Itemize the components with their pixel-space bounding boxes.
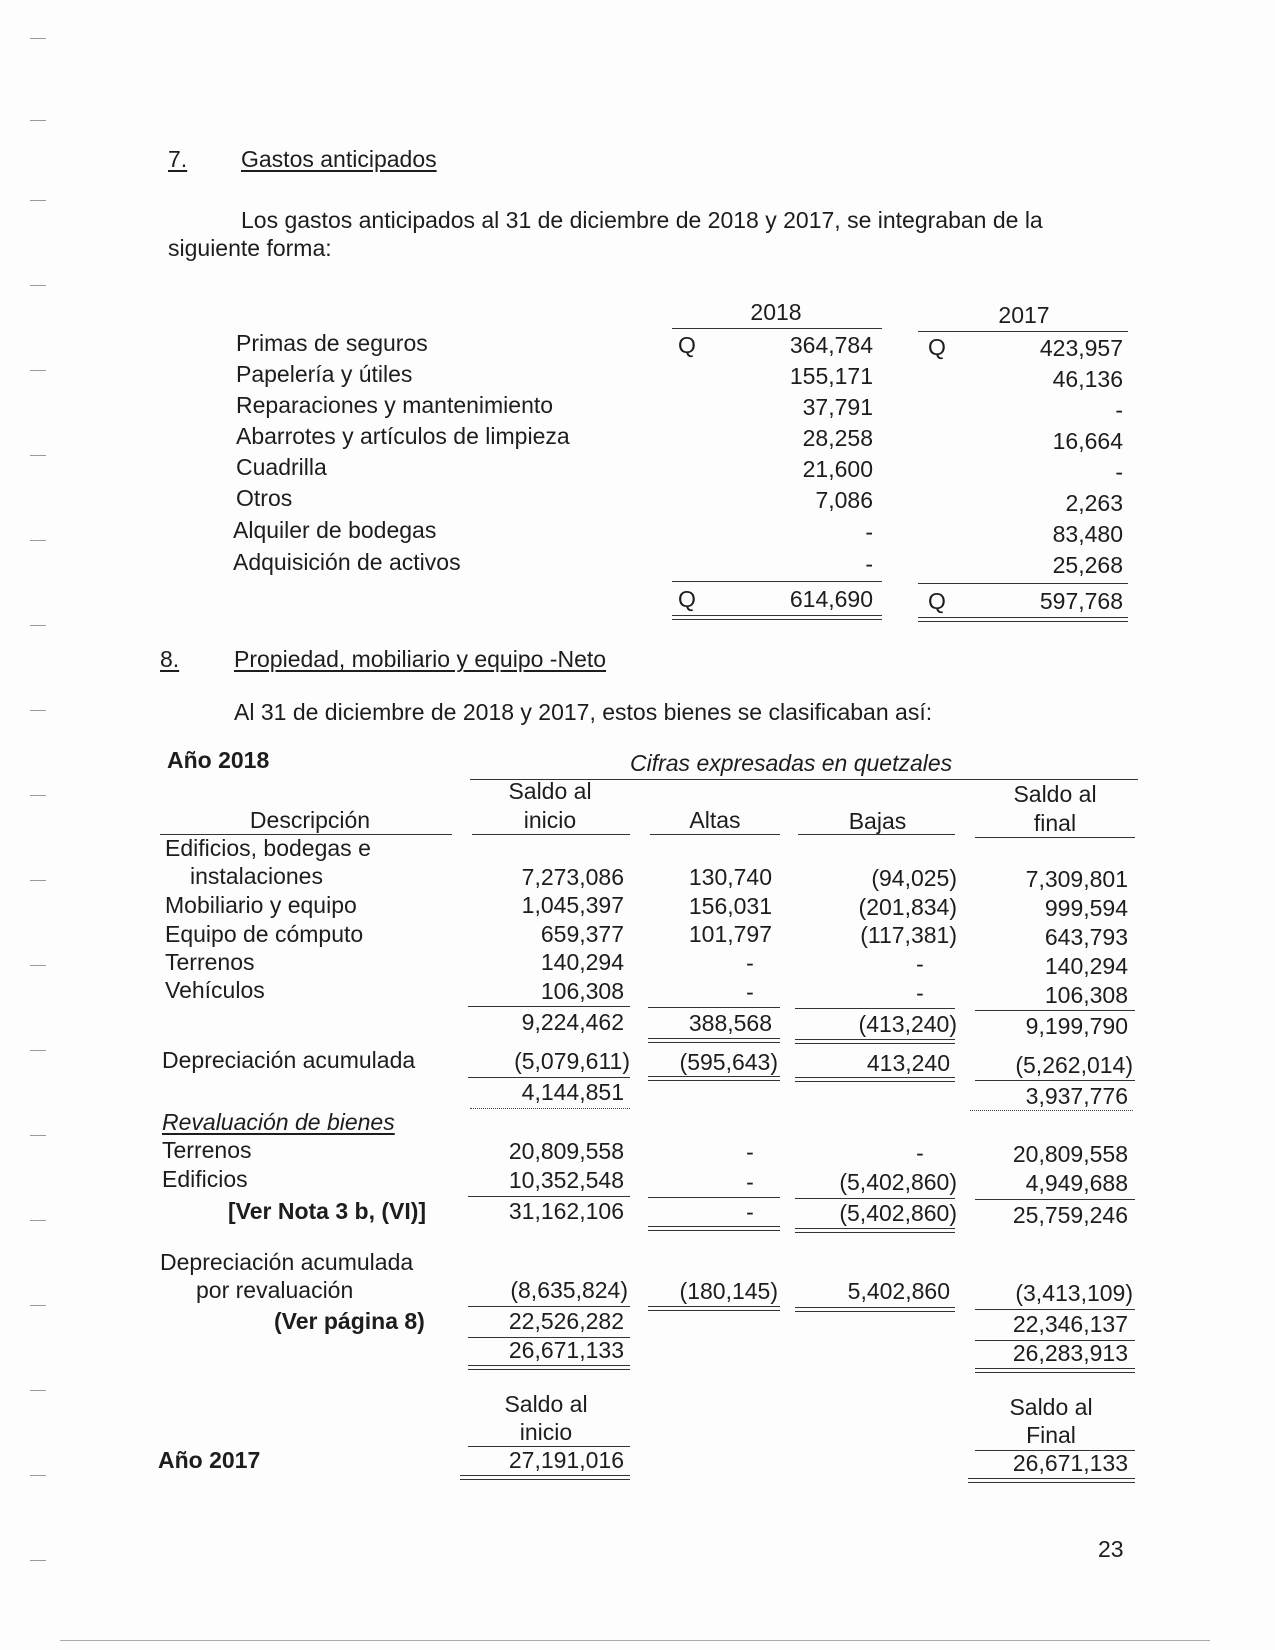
section8-title: Propiedad, mobiliario y equipo -Neto bbox=[234, 646, 607, 672]
subtotal-bajas: (413,240) bbox=[858, 1011, 957, 1037]
depreciacion-altas: (595,643) bbox=[679, 1049, 778, 1075]
gran-total-inicio: 26,671,133 bbox=[508, 1337, 624, 1363]
dep-reval-label: por revaluación bbox=[196, 1277, 354, 1303]
table-row-label: Equipo de cómputo bbox=[165, 921, 364, 947]
cell-inicio: 7,273,086 bbox=[521, 864, 624, 890]
rule bbox=[648, 1197, 780, 1198]
list-item-label: Papelería y útiles bbox=[236, 361, 413, 387]
margin-mark bbox=[30, 1305, 46, 1306]
cell-inicio: 10,352,548 bbox=[508, 1167, 624, 1193]
margin-mark bbox=[30, 540, 46, 541]
header-saldo-inicio: Saldo al bbox=[508, 778, 592, 804]
header-saldo-inicio: inicio bbox=[523, 807, 577, 833]
margin-mark bbox=[30, 1390, 46, 1391]
rule bbox=[798, 834, 955, 835]
reval-neto-label: (Ver página 8) bbox=[274, 1308, 425, 1334]
double-rule bbox=[968, 1478, 1135, 1483]
cell-bajas: - bbox=[916, 951, 924, 977]
header-descripcion: Descripción bbox=[249, 807, 371, 833]
col-2018-header: 2018 bbox=[750, 299, 802, 325]
table-row-label: Edificios, bodegas e bbox=[165, 835, 371, 861]
revaluacion-title: Revaluación de bienes bbox=[162, 1109, 395, 1135]
double-rule bbox=[672, 615, 882, 620]
double-rule bbox=[460, 1475, 630, 1480]
page-number: 23 bbox=[1098, 1536, 1124, 1562]
reval-neto-inicio: 22,526,282 bbox=[508, 1308, 624, 1334]
cell-altas: - bbox=[746, 1139, 754, 1165]
double-rule bbox=[648, 1076, 780, 1081]
cell-final: 643,793 bbox=[1044, 924, 1128, 950]
cell-bajas: - bbox=[916, 1140, 924, 1166]
year-2018-label: Año 2018 bbox=[167, 747, 270, 773]
margin-mark bbox=[30, 710, 46, 711]
cell-final: 999,594 bbox=[1044, 895, 1128, 921]
rule bbox=[918, 331, 1128, 332]
margin-mark bbox=[30, 1560, 46, 1561]
rule bbox=[975, 1010, 1135, 1011]
col-2017-header: 2017 bbox=[998, 302, 1050, 328]
cell-bajas: (5,402,860) bbox=[839, 1169, 957, 1195]
cell-inicio: 20,809,558 bbox=[508, 1138, 624, 1164]
dep-reval-altas: (180,145) bbox=[679, 1278, 778, 1304]
year2017-final: 26,671,133 bbox=[1012, 1450, 1128, 1476]
cell-final: 106,308 bbox=[1044, 982, 1128, 1008]
cell-bajas: (201,834) bbox=[858, 894, 957, 920]
reval-neto-final: 22,346,137 bbox=[1012, 1311, 1128, 1337]
reval-total-final: 25,759,246 bbox=[1012, 1202, 1128, 1228]
cell-final: 4,949,688 bbox=[1025, 1170, 1128, 1196]
double-rule bbox=[648, 1306, 780, 1311]
rule bbox=[672, 328, 882, 329]
cell-final: 140,294 bbox=[1044, 953, 1128, 979]
value-2017: 2,263 bbox=[1065, 490, 1123, 516]
rule bbox=[468, 1077, 630, 1078]
cell-final: 7,309,801 bbox=[1025, 866, 1128, 892]
reval-total-bajas: (5,402,860) bbox=[839, 1200, 957, 1226]
cell-inicio: 106,308 bbox=[540, 978, 624, 1004]
value-2018: 364,784 bbox=[789, 332, 873, 358]
value-2017: - bbox=[1115, 459, 1123, 485]
year2017-inicio-header: Saldo al bbox=[504, 1391, 588, 1417]
value-2017: 46,136 bbox=[1052, 366, 1123, 392]
double-rule bbox=[648, 1226, 780, 1231]
currency-note: Cifras expresadas en quetzales bbox=[630, 750, 953, 776]
cell-bajas: - bbox=[916, 980, 924, 1006]
value-2017: 423,957 bbox=[1039, 335, 1123, 361]
margin-mark bbox=[30, 625, 46, 626]
cell-inicio: 1,045,397 bbox=[521, 892, 624, 918]
cell-bajas: (94,025) bbox=[871, 865, 957, 891]
section7-intro-cont: siguiente forma: bbox=[168, 235, 332, 261]
cell-bajas: (117,381) bbox=[860, 922, 957, 948]
margin-mark bbox=[30, 455, 46, 456]
list-item-label: Adquisición de activos bbox=[233, 549, 461, 575]
margin-mark bbox=[30, 370, 46, 371]
double-rule bbox=[468, 1365, 630, 1370]
list-item-label: Abarrotes y artículos de limpieza bbox=[236, 423, 570, 449]
margin-mark bbox=[30, 880, 46, 881]
neto-final: 3,937,776 bbox=[1025, 1083, 1128, 1109]
double-rule bbox=[975, 1368, 1135, 1373]
margin-mark bbox=[30, 200, 46, 201]
currency-symbol: Q bbox=[928, 334, 946, 360]
currency-symbol: Q bbox=[928, 588, 946, 614]
dotted-rule bbox=[470, 1108, 630, 1109]
rule bbox=[975, 1309, 1135, 1310]
year-2017-label: Año 2017 bbox=[158, 1447, 261, 1473]
header-saldo-final: Saldo al bbox=[1013, 781, 1097, 807]
section7-intro: Los gastos anticipados al 31 de diciembre de 2018 y 2017, se integraban de la bbox=[241, 207, 1043, 233]
reval-total-label: [Ver Nota 3 b, (VI)] bbox=[228, 1198, 427, 1224]
margin-mark bbox=[30, 285, 46, 286]
value-2017: 25,268 bbox=[1052, 552, 1123, 578]
rule bbox=[648, 1007, 780, 1008]
rule bbox=[975, 1199, 1135, 1200]
value-2018: - bbox=[865, 519, 873, 545]
year2017-inicio-header: inicio bbox=[519, 1419, 573, 1445]
rule bbox=[472, 834, 630, 835]
margin-mark bbox=[30, 1475, 46, 1476]
list-item-label: Cuadrilla bbox=[236, 454, 327, 480]
rule bbox=[468, 1306, 630, 1307]
value-2017: 16,664 bbox=[1052, 428, 1123, 454]
rule bbox=[468, 1196, 630, 1197]
subtotal-inicio: 9,224,462 bbox=[521, 1009, 624, 1035]
subtotal-final: 9,199,790 bbox=[1025, 1013, 1128, 1039]
rule bbox=[975, 837, 1135, 838]
double-rule bbox=[648, 1038, 780, 1043]
depreciacion-inicio: (5,079,611) bbox=[514, 1048, 630, 1074]
section7-title: Gastos anticipados bbox=[241, 146, 437, 172]
rule bbox=[650, 834, 780, 835]
cell-altas: 156,031 bbox=[688, 893, 772, 919]
value-2017: 83,480 bbox=[1052, 521, 1123, 547]
list-item-label: Alquiler de bodegas bbox=[233, 517, 437, 543]
section7-number: 7. bbox=[168, 146, 188, 172]
year2017-inicio: 27,191,016 bbox=[508, 1447, 624, 1473]
section8-number: 8. bbox=[160, 646, 180, 672]
total-2017: 597,768 bbox=[1039, 588, 1123, 614]
page-edge bbox=[60, 1640, 1210, 1641]
cell-altas: 130,740 bbox=[688, 864, 772, 890]
table-row-label: Mobiliario y equipo bbox=[165, 892, 357, 918]
neto-inicio: 4,144,851 bbox=[521, 1079, 624, 1105]
cell-altas: - bbox=[746, 979, 754, 1005]
rule bbox=[468, 1006, 630, 1007]
list-item-label: Primas de seguros bbox=[236, 330, 428, 356]
cell-inicio: 140,294 bbox=[540, 949, 624, 975]
list-item-label: Otros bbox=[236, 485, 293, 511]
value-2018: 155,171 bbox=[789, 363, 873, 389]
table-row-label: Terrenos bbox=[165, 949, 255, 975]
rule bbox=[795, 1008, 955, 1009]
margin-mark bbox=[30, 38, 46, 39]
header-altas: Altas bbox=[689, 807, 741, 833]
cell-final: 20,809,558 bbox=[1012, 1141, 1128, 1167]
cell-altas: - bbox=[746, 1169, 754, 1195]
margin-mark bbox=[30, 1135, 46, 1136]
value-2018: 21,600 bbox=[802, 456, 873, 482]
value-2017: - bbox=[1115, 397, 1123, 423]
margin-mark bbox=[30, 1050, 46, 1051]
table-row-label: instalaciones bbox=[190, 863, 323, 889]
cell-inicio: 659,377 bbox=[540, 921, 624, 947]
section8-intro: Al 31 de diciembre de 2018 y 2017, estos bienes se clasificaban así: bbox=[234, 699, 933, 725]
dotted-rule bbox=[970, 1110, 1133, 1111]
dep-reval-bajas: 5,402,860 bbox=[847, 1278, 950, 1304]
year2017-final-header: Saldo al bbox=[1009, 1394, 1093, 1420]
rule bbox=[975, 1080, 1135, 1081]
cell-altas: - bbox=[746, 950, 754, 976]
margin-mark bbox=[30, 120, 46, 121]
value-2018: 7,086 bbox=[815, 487, 873, 513]
reval-total-altas: - bbox=[746, 1199, 754, 1225]
table-row-label: Terrenos bbox=[162, 1137, 252, 1163]
header-bajas: Bajas bbox=[848, 808, 907, 834]
rule bbox=[918, 583, 1128, 584]
subtotal-altas: 388,568 bbox=[688, 1010, 772, 1036]
list-item-label: Reparaciones y mantenimiento bbox=[236, 392, 554, 418]
reval-total-inicio: 31,162,106 bbox=[508, 1198, 624, 1224]
double-rule bbox=[795, 1228, 955, 1233]
currency-symbol: Q bbox=[678, 332, 696, 358]
dep-reval-final: (3,413,109) bbox=[1015, 1280, 1133, 1306]
value-2018: 28,258 bbox=[802, 425, 873, 451]
depreciacion-final: (5,262,014) bbox=[1015, 1052, 1133, 1078]
double-rule bbox=[795, 1039, 955, 1044]
margin-mark bbox=[30, 1220, 46, 1221]
dep-reval-inicio: (8,635,824) bbox=[510, 1277, 628, 1303]
dep-reval-label: Depreciación acumulada bbox=[160, 1249, 414, 1275]
total-2018: 614,690 bbox=[789, 586, 873, 612]
table-row-label: Edificios bbox=[162, 1166, 248, 1192]
rule bbox=[795, 1198, 955, 1199]
margin-mark bbox=[30, 965, 46, 966]
depreciacion-bajas: 413,240 bbox=[866, 1050, 950, 1076]
table-row-label: Vehículos bbox=[165, 977, 265, 1003]
cell-altas: 101,797 bbox=[688, 921, 772, 947]
gran-total-final: 26,283,913 bbox=[1012, 1340, 1128, 1366]
currency-symbol: Q bbox=[678, 586, 696, 612]
year2017-final-header: Final bbox=[1026, 1422, 1076, 1448]
double-rule bbox=[918, 617, 1128, 622]
margin-mark bbox=[30, 795, 46, 796]
header-saldo-final: final bbox=[1033, 810, 1077, 836]
rule bbox=[672, 581, 882, 582]
value-2018: 37,791 bbox=[802, 394, 873, 420]
double-rule bbox=[795, 1307, 955, 1312]
double-rule bbox=[795, 1077, 955, 1082]
depreciacion-label: Depreciación acumulada bbox=[162, 1047, 416, 1073]
value-2018: - bbox=[865, 551, 873, 577]
